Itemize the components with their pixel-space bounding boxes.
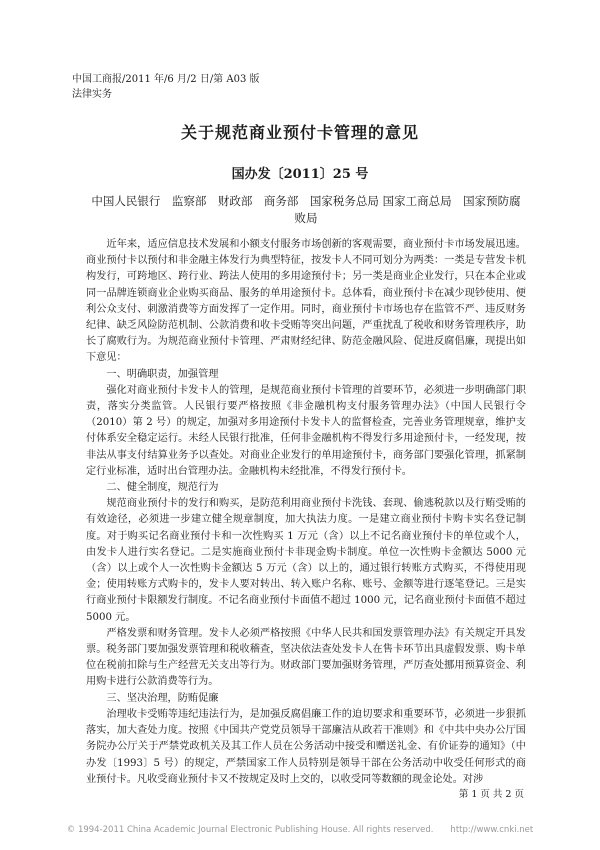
section-heading-3: 三、坚决治理，防贿促廉 <box>106 692 219 704</box>
paragraph: 严格发票和财务管理。发卡人必须严格按照《中华人民共和国发票管理办法》有关规定开具发票。税务部门要加强发票管理和税收稽查，坚决依法查处发卡人在售卡环节出具虚假发票、购卡单位在税前扣除与生产经营无关支出等行为。财政部门要加强财务管理，严厉查处挪用预算资金、利用购卡进行公款消费等行为。 <box>86 627 526 688</box>
issuing-agencies: 中国人民银行 监察部 财政部 商务部 国家税务总局 国家工商总局 国家预防腐败局 <box>91 194 521 225</box>
paragraph: 强化对商业预付卡发卡人的管理，是规范商业预付卡管理的首要环节，必须进一步明确部门职责，落实分类监管。人民银行要严格按照《非金融机构支付服务管理办法》（中国人民银行令（2010）第 2 号）的规定，加强对多用途预付卡发卡人的监督检查，完善业务管理规章，维护支付体系安全稳定运行。未经人民银行批准，任何非金融机构不得发行多用途预付卡，一经发现，按非法从事支付结算业务予以查处。对商业企业发行的单用途预付卡，商务部门要强化管理，抓紧制定行业标准，适时出台管理办法。金融机构未经批准，不得发行预付卡。 <box>86 384 526 477</box>
document-number: 国办发〔2011〕25 号 <box>231 167 369 182</box>
source-info <box>72 72 260 102</box>
section-heading-2: 二、健全制度，规范行为 <box>106 482 219 494</box>
copyright-footer: © 1994-2011 China Academic Journal Electronic Publishing House. All rights reserved. http://www.cnki.net <box>66 825 534 835</box>
source-line: 中国工商报/2011 年/6 月/2 日/第 A03 版 <box>72 74 260 85</box>
section-label: 法律实务 <box>72 89 112 100</box>
document-body <box>86 237 526 788</box>
document-title: 关于规范商业预付卡管理的意见 <box>180 123 419 142</box>
paragraph-intro: 近年来，适应信息技术发展和小额支付服务市场创新的客观需要，商业预付卡市场发展迅速。商业预付卡以预付和非金融主体发行为典型特征，按发卡人不同可划分为两类：一类是专营发卡机构发行，可跨地区、跨行业、跨法人使用的多用途预付卡；另一类是商业企业发行，只在本企业或同一品牌连锁商业企业购买商品、服务的单用途预付卡。总体看，商业预付卡在减少现钞使用、便利公众支付、刺激消费等方面发挥了一定作用。同时，商业预付卡市场也存在监管不严、违反财务纪律、缺乏风险防范机制、公款消费和收卡受贿等突出问题，严重扰乱了税收和财务管理秩序，助长了腐败行为。为规范商业预付卡管理、严肃财经纪律、防范金融风险、促进反腐倡廉，现提出如下意见： <box>86 239 526 364</box>
section-heading-1: 一、明确职责，加强管理 <box>106 368 219 380</box>
page-indicator: 第 1 页 共 2 页 <box>458 789 524 800</box>
paragraph: 规范商业预付卡的发行和购买，是防范利用商业预付卡洗钱、套现、偷逃税款以及行贿受贿的有效途径，必须进一步建立健全规章制度，加大执法力度。一是建立商业预付卡购卡实名登记制度。对于购买记名商业预付卡和一次性购买 1 万元（含）以上不记名商业预付卡的单位或个人，由发卡人进行实名登记。二是实施商业预付卡非现金购卡制度。单位一次性购卡金额达 5000 元（含）以上或个人一次性购卡金额达 5 万元（含）以上的，通过银行转账方式购买，不得使用现金；使用转账方式购卡的，发卡人要对转出、转入账户名称、账号、金额等进行逐笔登记。三是实行商业预付卡限额发行制度。不记名商业预付卡面值不超过 1000 元，记名商业预付卡面值不超过 5000 元。 <box>86 498 526 623</box>
paragraph: 治理收卡受贿等违纪违法行为，是加强反腐倡廉工作的迫切要求和重要环节，必须进一步狠抓落实，加大查处力度。按照《中国共产党党员领导干部廉洁从政若干准则》和《中共中央办公厅国务院办公厅关于严禁党政机关及其工作人员在公务活动中接受和赠送礼金、有价证券的通知》（中办发〔1993〕5 号）的规定，严禁国家工作人员特别是领导干部在公务活动中收受任何形式的商业预付卡。凡收受商业预付卡又不按规定及时上交的，以收受同等数额的现金论处。对涉 <box>86 708 526 785</box>
